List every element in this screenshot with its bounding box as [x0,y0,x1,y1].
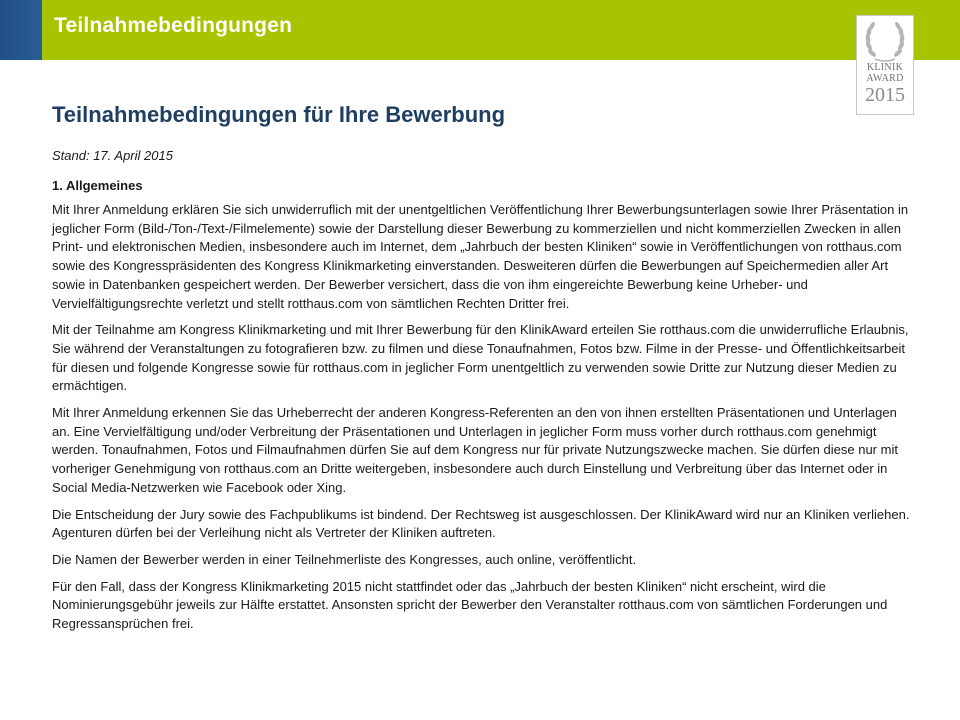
paragraph: Für den Fall, dass der Kongress Klinikmarketing 2015 nicht stattfindet oder das „Jahrbuch der besten Kliniken“ nicht erscheint, wird die Nominierungsgebühr jeweils zur Hälfte erstattet. Ansonsten spricht der Bewerber den Veranstalter rotthaus.com von sämtlichen Forderungen und Regressansprüchen frei. [52,578,888,632]
document-title: Teilnahmebedingungen für Ihre Bewerbung [52,102,506,127]
document-content [52,102,912,634]
header-bar [42,0,960,60]
klinik-award-badge [856,15,914,115]
paragraph: Die Namen der Bewerber werden in einer Teilnehmerliste des Kongresses, auch online, veröffentlicht. [52,551,637,567]
paragraph: Die Entscheidung der Jury sowie des Fachpublikums ist bindend. Der Rechtsweg ist ausgeschlossen. Der KlinikAward wird nur an Kliniken verliehen. Agenturen dürfen bei der Verleihung nicht als Vertreter der Kliniken auftreten. [52,506,910,541]
paragraph: Mit der Teilnahme am Kongress Klinikmarketing und mit Ihrer Bewerbung für den KlinikAward erteilen Sie rotthaus.com die unwiderrufliche Erlaubnis, Sie während der Veranstaltungen zu fotografieren bzw. zu filmen und diese Tonaufnahmen, Fotos bzw. Filme in der Presse- und Öffentlichkeitsarbeit für diesen und folgende Kongresse sowie für rotthaus.com in jeglicher Form unentgeltlich zu verwenden sowie Dritte zur Nutzung dieser Medien zu ermächtigen. [52,322,909,394]
paragraph: Mit Ihrer Anmeldung erklären Sie sich unwiderruflich mit der unentgeltlichen Veröffentlichung Ihrer Bewerbungsunterlagen sowie Ihrer Präsentation in jeglicher Form (Bild-/Ton-/Text-/Filmelemente) sowie der Darstellung dieser Bewerbung zu kommerziellen und nicht kommerziellen Zwecken in allen Print- und elektronischen Medien, insbesondere auch im Internet, dem „Jahrbuch der besten Kliniken“ sowie in Veröffentlichungen von rotthaus.com sowie des Kongresspräsidenten des Kongress Klinikmarketing einverstanden. Desweiteren dürfen die Bewerbungen auf Speichermedien aller Art sowie in Datenbanken gespeichert werden. Der Bewerber versichert, dass die von ihm eingereichte Bewerbung keine Urheber- und Vervielfältigungsrechte verletzt und stellt rotthaus.com von sämtlichen Rechten Dritter frei. [52,202,909,311]
laurel-wreath-icon [863,22,907,62]
header-accent-block [0,0,42,60]
section-heading: 1. Allgemeines [52,178,143,193]
document-date: Stand: 17. April 2015 [52,148,173,163]
header-title: Teilnahmebedingungen [54,14,293,37]
award-label-klinik: KLINIK [866,62,904,73]
award-label-award: AWARD [866,73,904,84]
paragraph: Mit Ihrer Anmeldung erkennen Sie das Urheberrecht der anderen Kongress-Referenten an den von ihnen erstellten Präsentationen und Unterlagen an. Eine Vervielfältigung und/oder Verbreitung der Präsentationen und Unterlagen in jeglicher Form muss vorher durch rotthaus.com genehmigt werden. Tonaufnahmen, Fotos und Filmaufnahmen dürfen Sie auf dem Kongress nur für private Nutzungszwecke machen. Sie dürfen diese nur mit vorheriger Genehmigung von rotthaus.com an Dritte weitergeben, insbesondere auch durch Einstellung und Verbreitung über das Internet oder in Social Media-Netzwerken wie Facebook oder Xing. [52,405,898,495]
award-year: 2015 [865,84,905,106]
